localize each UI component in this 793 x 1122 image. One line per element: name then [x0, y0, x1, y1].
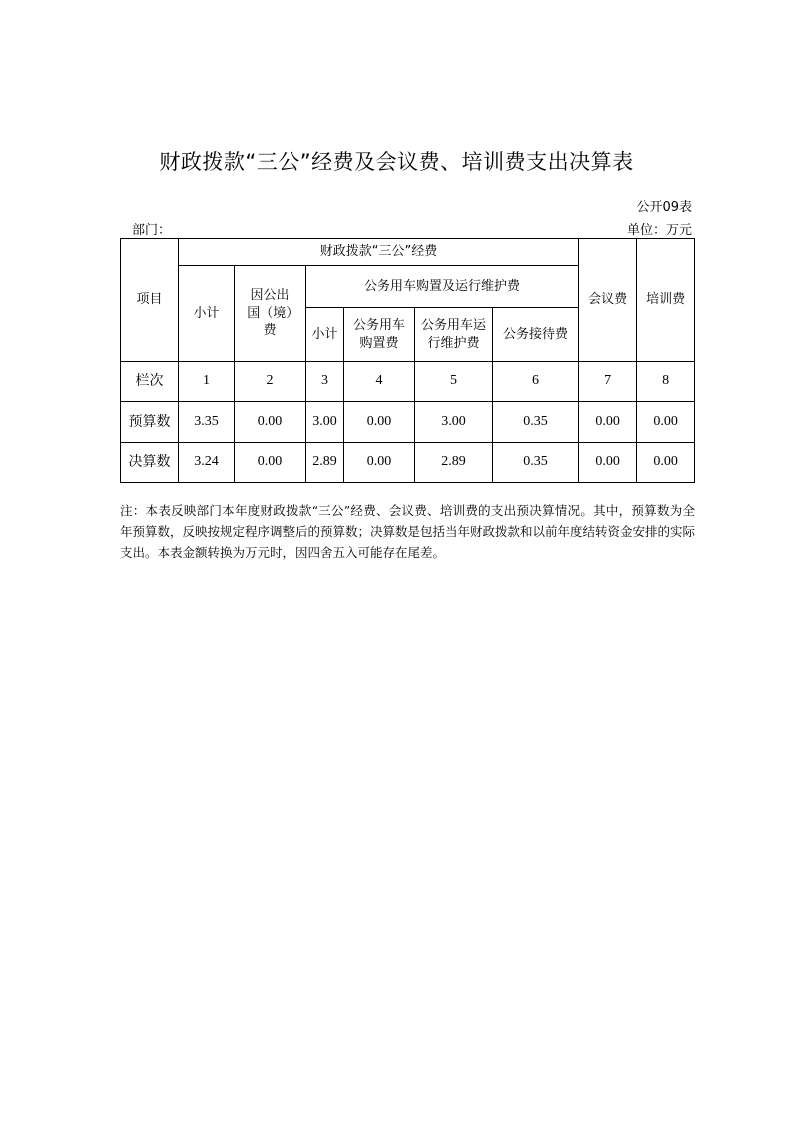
- department-label: 部门：: [132, 223, 172, 238]
- header-vehicle-operation: 公务用车运行维护费: [415, 308, 493, 362]
- table-cell: 3: [306, 362, 344, 402]
- table-cell: 7: [579, 362, 637, 402]
- header-subtotal: 小计: [179, 266, 235, 362]
- table-cell: 3.35: [179, 402, 235, 443]
- table-cell: 0.00: [637, 402, 695, 443]
- header-vehicle-purchase: 公务用车购置费: [344, 308, 415, 362]
- form-number: 公开09表: [636, 200, 692, 215]
- page-title: 财政拨款“三公”经费及会议费、培训费支出决算表: [159, 150, 634, 174]
- table-cell: 2.89: [415, 443, 493, 483]
- table-cell: 3.00: [306, 402, 344, 443]
- table-cell: 0.35: [493, 443, 579, 483]
- table-cell: 2.89: [306, 443, 344, 483]
- unit-label: 单位：万元: [626, 223, 692, 238]
- table-cell: 0.00: [344, 443, 415, 483]
- table-cell: 0.00: [637, 443, 695, 483]
- table-cell: 0.00: [579, 443, 637, 483]
- header-overseas: 因公出国（境）费: [235, 266, 306, 362]
- table-cell: 2: [235, 362, 306, 402]
- table-cell: 0.00: [344, 402, 415, 443]
- header-reception: 公务接待费: [493, 308, 579, 362]
- table-cell: 0.00: [579, 402, 637, 443]
- table-cell: 0.00: [235, 443, 306, 483]
- table-cell: 8: [637, 362, 695, 402]
- row-label: 预算数: [121, 402, 179, 443]
- header-three-public: 财政拨款“三公”经费: [179, 239, 579, 266]
- table-cell: 4: [344, 362, 415, 402]
- table-cell: 6: [493, 362, 579, 402]
- footnote: 注：本表反映部门本年度财政拨款“三公”经费、会议费、培训费的支出预决算情况。其中，预算数为全年预算数，反映按规定程序调整后的预算数；决算数是包括当年财政拨款和以前年度结转资金安排的实际支出。本表金额转换为万元时，因四舍五入可能存在尾差。: [120, 503, 696, 560]
- table-cell: 0.00: [235, 402, 306, 443]
- table-cell: 1: [179, 362, 235, 402]
- header-vehicle-group: 公务用车购置及运行维护费: [306, 266, 579, 308]
- table-row: [121, 402, 695, 443]
- table-cell: 0.35: [493, 402, 579, 443]
- expense-table: [120, 238, 695, 483]
- table-row: [121, 443, 695, 483]
- header-vehicle-subtotal: 小计: [306, 308, 344, 362]
- table-cell: 3.24: [179, 443, 235, 483]
- row-label: 栏次: [121, 362, 179, 402]
- header-item: 项目: [121, 239, 179, 362]
- row-label: 决算数: [121, 443, 179, 483]
- table-cell: 5: [415, 362, 493, 402]
- table-cell: 3.00: [415, 402, 493, 443]
- header-training: 培训费: [637, 239, 695, 362]
- header-meeting: 会议费: [579, 239, 637, 362]
- table-row: [121, 362, 695, 402]
